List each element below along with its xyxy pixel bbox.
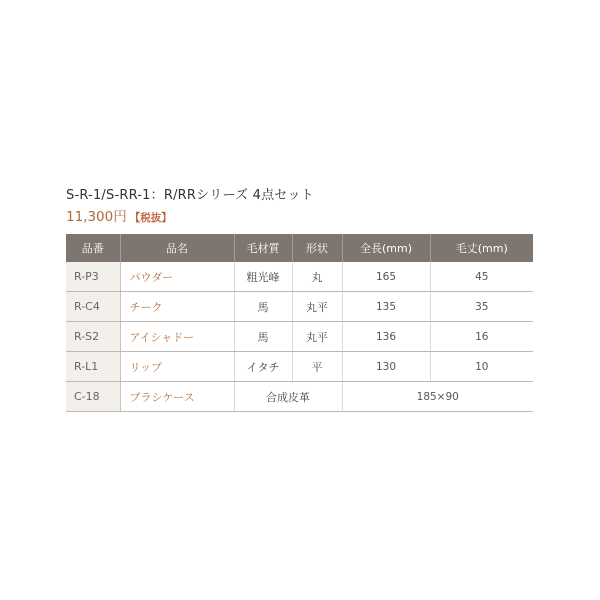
cell-length: 135	[342, 292, 430, 322]
cell-hair-length: 45	[430, 262, 533, 292]
table-row-case	[66, 382, 533, 412]
cell-name: ブラシケース	[120, 382, 234, 412]
cell-name: アイシャドー	[120, 322, 234, 352]
table-row	[66, 322, 533, 352]
cell-code: C-18	[66, 382, 120, 412]
cell-code: R-L1	[66, 352, 120, 382]
cell-length: 165	[342, 262, 430, 292]
cell-material: イタチ	[234, 352, 292, 382]
cell-code: R-C4	[66, 292, 120, 322]
cell-length: 130	[342, 352, 430, 382]
cell-name: チーク	[120, 292, 234, 322]
table-row	[66, 352, 533, 382]
header-shape: 形状	[292, 234, 342, 262]
cell-shape: 丸	[292, 262, 342, 292]
header-length: 全長(mm)	[342, 234, 430, 262]
table-row	[66, 292, 533, 322]
cell-name: リップ	[120, 352, 234, 382]
table-row	[66, 262, 533, 292]
header-name: 品名	[120, 234, 234, 262]
cell-code: R-S2	[66, 322, 120, 352]
cell-shape: 丸平	[292, 322, 342, 352]
cell-material: 合成皮革	[234, 382, 342, 412]
product-title: S-R-1/S-RR-1：R/RRシリーズ 4点セット	[66, 188, 314, 203]
cell-material: 馬	[234, 322, 292, 352]
product-price: 11,300円	[66, 209, 127, 225]
cell-code: R-P3	[66, 262, 120, 292]
header-code: 品番	[66, 234, 120, 262]
cell-size: 185×90	[342, 382, 533, 412]
spec-table	[66, 234, 533, 412]
tax-label: 【税抜】	[129, 212, 172, 224]
cell-material: 馬	[234, 292, 292, 322]
cell-shape: 丸平	[292, 292, 342, 322]
cell-length: 136	[342, 322, 430, 352]
header-hair-length: 毛丈(mm)	[430, 234, 533, 262]
cell-hair-length: 16	[430, 322, 533, 352]
cell-hair-length: 10	[430, 352, 533, 382]
cell-hair-length: 35	[430, 292, 533, 322]
cell-material: 粗光峰	[234, 262, 292, 292]
price-line	[66, 205, 172, 225]
header-material: 毛材質	[234, 234, 292, 262]
table-header-row	[66, 234, 533, 262]
cell-name: パウダー	[120, 262, 234, 292]
cell-shape: 平	[292, 352, 342, 382]
